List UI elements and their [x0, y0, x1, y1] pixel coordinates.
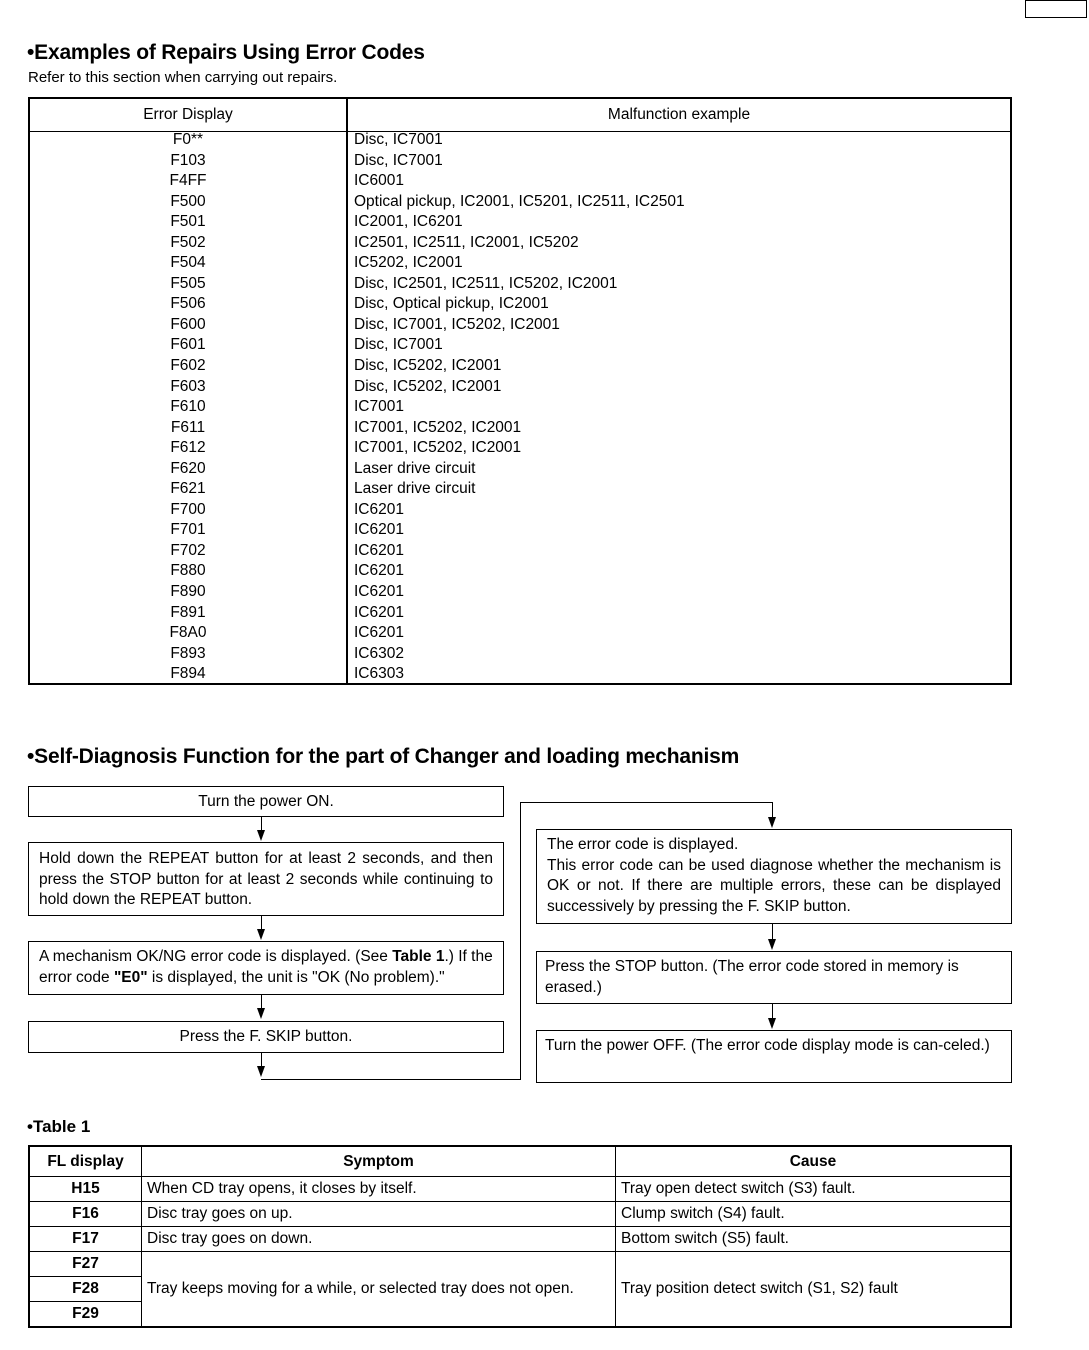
- table-row: [30, 500, 1010, 521]
- arrow-down-icon: [257, 1008, 265, 1019]
- flow-connector: [261, 995, 262, 1009]
- table-row: [30, 459, 1010, 480]
- error-code-cell: F8A0: [169, 624, 207, 642]
- malfunction-cell: Disc, IC7001: [354, 151, 443, 169]
- flow-connector: [261, 817, 262, 831]
- error-code-cell: F506: [170, 295, 206, 313]
- table-row: [30, 233, 1010, 254]
- error-code-cell: F894: [170, 665, 206, 683]
- table-row: [30, 171, 1010, 192]
- e0-code: "E0": [113, 968, 148, 986]
- table-row: F28: [29, 1277, 1011, 1302]
- table-row: F16 Disc tray goes on up. Clump switch (S4) fault.: [29, 1202, 1011, 1227]
- error-code-cell: F891: [170, 603, 206, 621]
- malfunction-cell: IC5202, IC2001: [354, 254, 463, 272]
- error-code-cell: F611: [170, 418, 206, 436]
- flow-step-press-stop: Press the STOP button. (The error code stored in memory is erased.): [536, 951, 1012, 1004]
- table-row: [30, 623, 1010, 644]
- table-row: [30, 479, 1010, 500]
- malfunction-cell: IC2001, IC6201: [354, 213, 463, 231]
- error-code-cell: F621: [170, 480, 206, 498]
- flow-loop-connector: [520, 802, 521, 1080]
- column-header-cause: Cause: [616, 1146, 1012, 1177]
- table-row: [30, 130, 1010, 151]
- arrow-down-icon: [768, 1018, 776, 1029]
- section-title-error-code-repairs: •Examples of Repairs Using Error Codes: [27, 41, 425, 64]
- table-row: [30, 192, 1010, 213]
- malfunction-cell: IC6201: [354, 521, 404, 539]
- error-code-cell: F610: [170, 398, 206, 416]
- arrow-down-icon: [257, 830, 265, 841]
- column-header-error-display: Error Display: [143, 106, 233, 123]
- malfunction-cell: IC6001: [354, 172, 404, 190]
- malfunction-cell: IC6201: [354, 603, 404, 621]
- malfunction-cell: IC7001: [354, 398, 404, 416]
- table-row: [30, 397, 1010, 418]
- malfunction-cell: Laser drive circuit: [354, 480, 476, 498]
- flow-step-hold-repeat: Hold down the REPEAT button for at least 2 seconds, and then press the STOP button for at least 2 seconds while continuing to hold down the REPEAT button.: [28, 842, 504, 916]
- error-code-cell: F702: [170, 541, 206, 559]
- table-row: H15 When CD tray opens, it closes by itself. Tray open detect switch (S3) fault.: [29, 1177, 1011, 1202]
- flow-loop-connector: [520, 802, 773, 803]
- table-row: [30, 541, 1010, 562]
- error-code-cell: F620: [170, 459, 206, 477]
- malfunction-cell: IC7001, IC5202, IC2001: [354, 418, 522, 436]
- table-row: [30, 603, 1010, 624]
- table-row: [30, 418, 1010, 439]
- flow-step-press-fskip: Press the F. SKIP button.: [28, 1021, 504, 1053]
- table-row: [30, 356, 1010, 377]
- flow-step-power-off: Turn the power OFF. (The error code display mode is can-celed.): [536, 1030, 1012, 1083]
- malfunction-cell: IC6201: [354, 541, 404, 559]
- malfunction-cell: Disc, IC7001, IC5202, IC2001: [354, 315, 560, 333]
- merged-cause: Tray position detect switch (S1, S2) fault: [616, 1252, 1012, 1328]
- table-1-title: •Table 1: [27, 1117, 91, 1136]
- table-1-reference: Table 1: [392, 948, 445, 965]
- table-row: [30, 335, 1010, 356]
- malfunction-cell: IC6201: [354, 500, 404, 518]
- table-1: [28, 1145, 1012, 1328]
- flow-connector: [261, 1053, 262, 1067]
- arrow-down-icon: [257, 1066, 265, 1077]
- malfunction-cell: Laser drive circuit: [354, 459, 476, 477]
- page-number-box: [1025, 0, 1087, 18]
- column-header-malfunction-example: Malfunction example: [607, 106, 751, 123]
- malfunction-cell: Disc, IC5202, IC2001: [354, 357, 502, 375]
- error-code-cell: F601: [170, 336, 206, 354]
- table-row: [30, 274, 1010, 295]
- malfunction-cell: Optical pickup, IC2001, IC5201, IC2511, IC2501: [354, 192, 685, 210]
- section-subtitle: Refer to this section when carrying out repairs.: [28, 69, 338, 86]
- flow-connector: [261, 916, 262, 930]
- table-body: [30, 130, 1010, 685]
- error-code-cell: F4FF: [169, 172, 207, 190]
- table-row: [30, 253, 1010, 274]
- error-code-cell: F700: [170, 500, 206, 518]
- table-row: F27 Tray keeps moving for a while, or selected tray does not open. Tray position detect switch (S1, S2) fault: [29, 1252, 1011, 1277]
- error-code-cell: F505: [170, 274, 206, 292]
- merged-symptom: Tray keeps moving for a while, or selected tray does not open.: [142, 1252, 616, 1328]
- table-row: [30, 438, 1010, 459]
- malfunction-cell: IC6201: [354, 562, 404, 580]
- table-row: [30, 582, 1010, 603]
- table-row: [30, 664, 1010, 685]
- error-code-cell: F500: [170, 192, 206, 210]
- table-row: [30, 377, 1010, 398]
- table-row: F29: [29, 1302, 1011, 1328]
- error-code-cell: F612: [170, 439, 206, 457]
- table-row: [30, 315, 1010, 336]
- error-code-cell: F600: [170, 315, 206, 333]
- flow-loop-connector: [261, 1079, 521, 1080]
- error-code-cell: F602: [170, 357, 206, 375]
- error-code-cell: F103: [170, 151, 206, 169]
- error-code-cell: F893: [170, 644, 206, 662]
- flow-step-error-code-displayed: The error code is displayed. This error code can be used diagnose whether the mechanism is OK or not. If there are multiple errors, these can be displayed successively by pressing the F. SKIP button.: [536, 829, 1012, 924]
- column-header-fl-display: FL display: [29, 1146, 142, 1177]
- malfunction-cell: Disc, IC7001: [354, 336, 443, 354]
- error-code-table: [28, 97, 1012, 685]
- flow-step-ok-ng-code: A mechanism OK/NG error code is displayed. (See Table 1.) If the error code "E0" is displayed, the unit is "OK (No problem).": [28, 941, 504, 995]
- malfunction-cell: IC7001, IC5202, IC2001: [354, 439, 522, 457]
- error-code-cell: F504: [170, 254, 206, 272]
- arrow-down-icon: [257, 929, 265, 940]
- error-code-cell: F603: [170, 377, 206, 395]
- error-code-cell: F890: [170, 583, 206, 601]
- flow-connector: [772, 802, 773, 818]
- error-code-cell: F0**: [172, 131, 204, 148]
- section-title-self-diagnosis: •Self-Diagnosis Function for the part of Changer and loading mechanism: [27, 745, 740, 768]
- error-code-cell: F880: [170, 562, 206, 580]
- malfunction-cell: Disc, IC7001: [354, 131, 443, 148]
- malfunction-cell: IC6201: [354, 583, 404, 601]
- malfunction-cell: Disc, IC2501, IC2511, IC5202, IC2001: [354, 274, 618, 292]
- malfunction-cell: IC2501, IC2511, IC2001, IC5202: [354, 233, 579, 251]
- table-row: [30, 212, 1010, 233]
- error-code-cell: F501: [170, 213, 206, 231]
- table-header-row: [29, 1146, 1011, 1177]
- flow-step-power-on: Turn the power ON.: [28, 786, 504, 817]
- table-row: [30, 294, 1010, 315]
- malfunction-cell: IC6303: [354, 665, 404, 683]
- column-header-symptom: Symptom: [142, 1146, 616, 1177]
- error-code-cell: F502: [170, 233, 206, 251]
- error-code-cell: F701: [170, 521, 206, 539]
- malfunction-cell: IC6201: [354, 624, 404, 642]
- arrow-down-icon: [768, 939, 776, 950]
- flow-connector: [772, 924, 773, 940]
- table-header-row: [30, 99, 1010, 132]
- table-row: F17 Disc tray goes on down. Bottom switch (S5) fault.: [29, 1227, 1011, 1252]
- arrow-down-icon: [768, 817, 776, 828]
- table-row: [30, 520, 1010, 541]
- malfunction-cell: Disc, IC5202, IC2001: [354, 377, 502, 395]
- table-row: [30, 644, 1010, 665]
- malfunction-cell: IC6302: [354, 644, 404, 662]
- table-row: [30, 151, 1010, 172]
- table-row: [30, 561, 1010, 582]
- malfunction-cell: Disc, Optical pickup, IC2001: [354, 295, 549, 313]
